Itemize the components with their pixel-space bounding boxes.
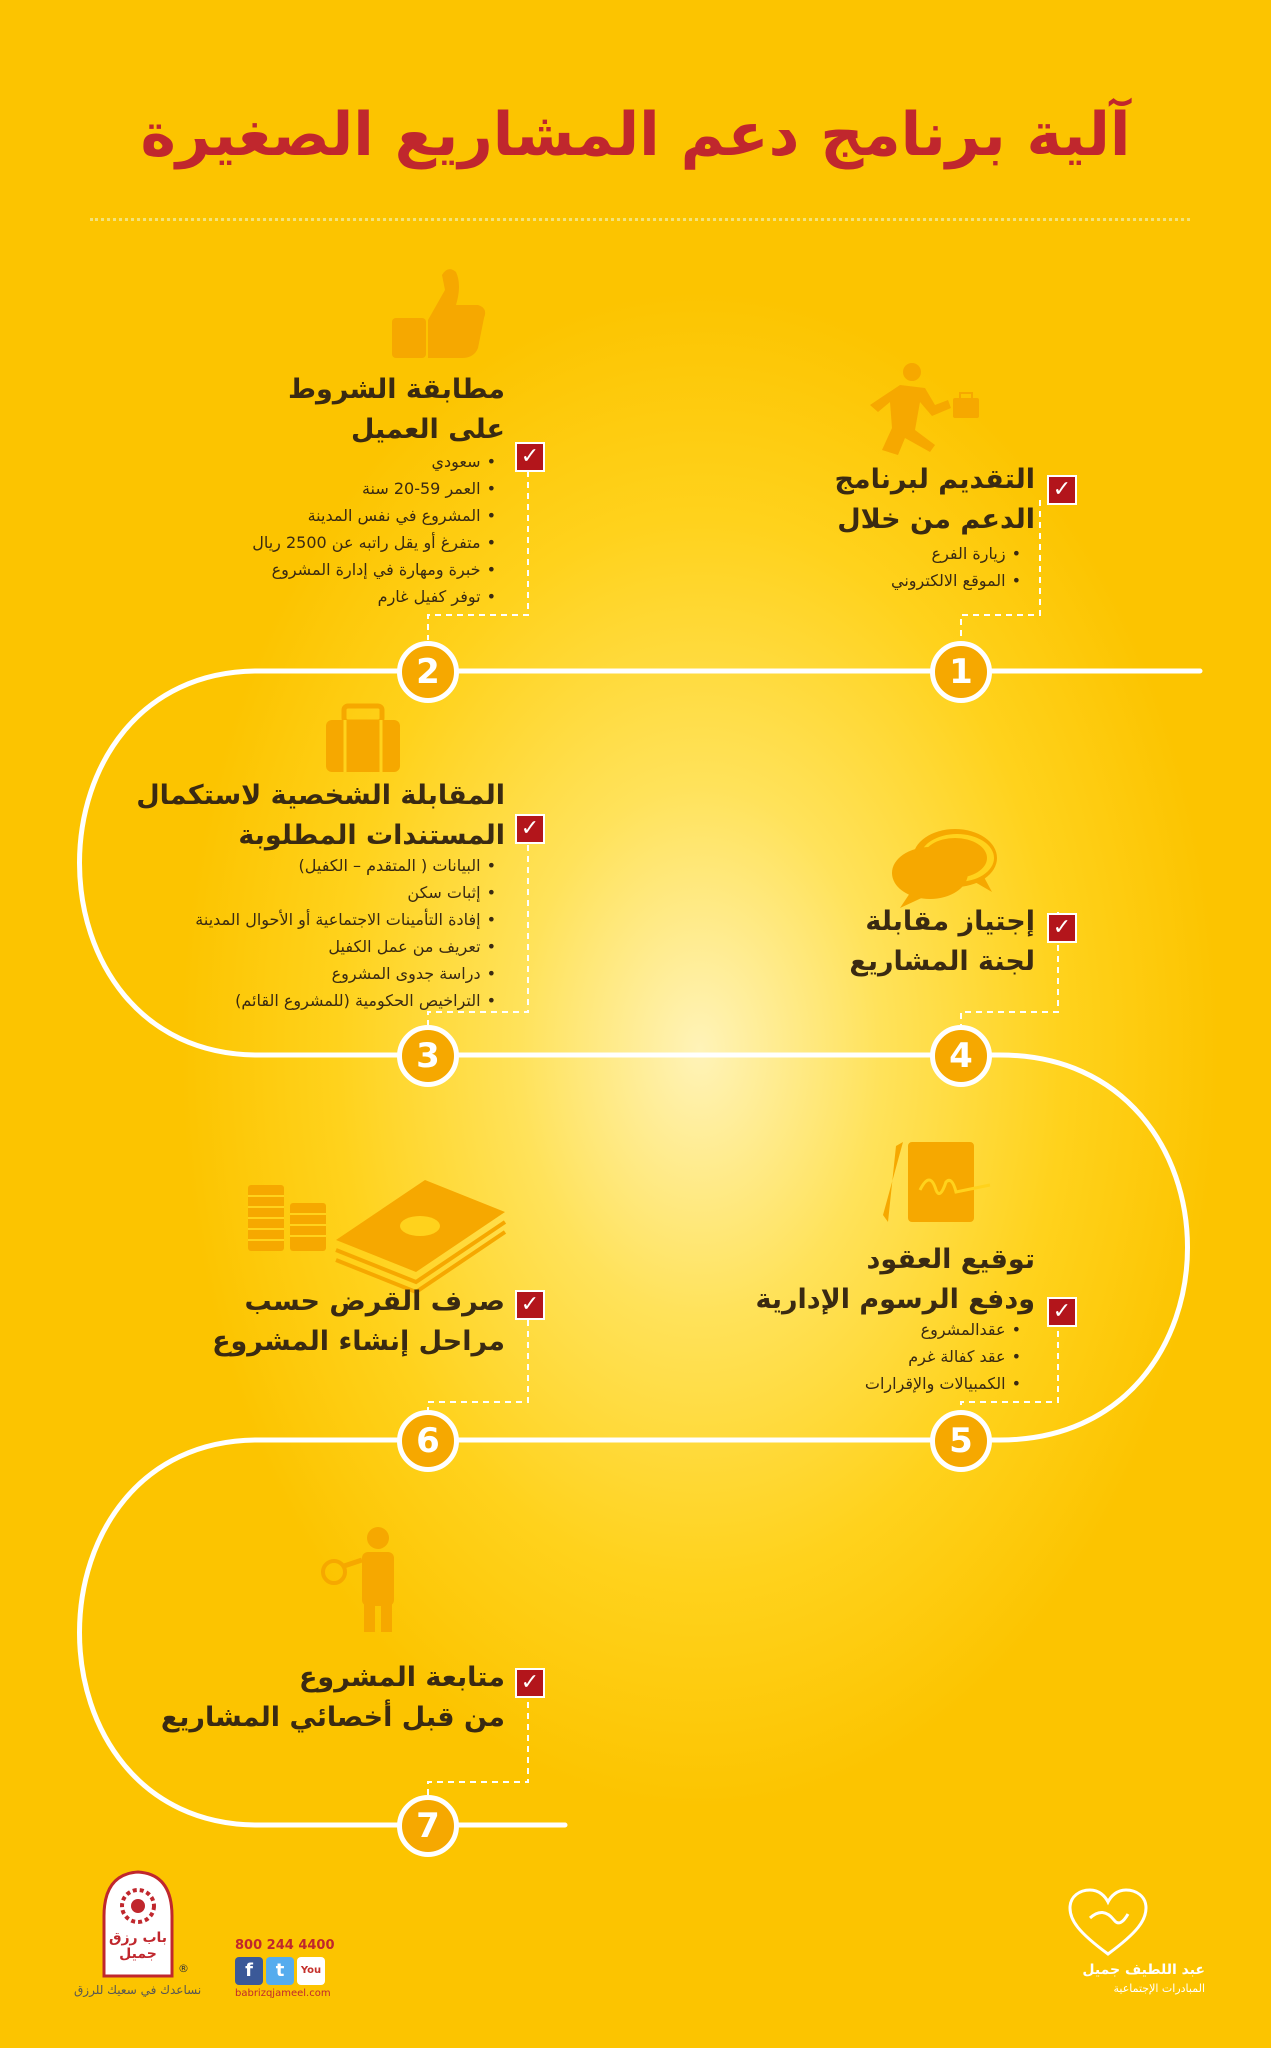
step-3-heading: المقابلة الشخصية لاستكمال المستندات المطلوبة <box>136 780 505 851</box>
list-item: • المشروع في نفس المدينة <box>252 502 496 529</box>
step-badge: 5 <box>930 1410 992 1472</box>
running-man-briefcase-icon <box>870 363 979 455</box>
list-item: • التراخيص الحكومية (للمشروع القائم) <box>195 987 496 1014</box>
step-1-heading: التقديم لبرنامج الدعم من خلال <box>834 464 1035 535</box>
step-badge: 2 <box>397 641 459 703</box>
list-item: • إفادة التأمينات الاجتماعية أو الأحوال المدينة <box>195 906 496 933</box>
list-item: • عقدالمشروع <box>865 1316 1021 1343</box>
heart-logo-icon <box>1068 1888 1148 1958</box>
step-5-heading: توقيع العقود ودفع الرسوم الإدارية <box>755 1244 1035 1315</box>
step-badge: 1 <box>930 641 992 703</box>
step-5-items <box>865 1316 1021 1397</box>
right-logo-subtitle: المبادرات الإجتماعية <box>1113 1982 1205 1995</box>
briefcase-icon <box>326 706 400 772</box>
step-4-heading: إجتياز مقابلة لجنة المشاريع <box>849 906 1035 977</box>
check-icon: ✓ <box>515 1290 545 1320</box>
list-item: • دراسة جدوى المشروع <box>195 960 496 987</box>
registered-mark: ® <box>178 1962 189 1975</box>
list-item: • إثبات سكن <box>195 879 496 906</box>
step-badge: 7 <box>397 1795 459 1857</box>
speech-bubbles-icon <box>892 829 997 908</box>
youtube-icon[interactable]: You <box>297 1957 325 1985</box>
list-item: • متفرغ أو يقل راتبه عن 2500 ريال <box>252 529 496 556</box>
tagline: نساعدك في سعيك للرزق <box>74 1983 202 1997</box>
right-logo-title: عبد اللطيف جميل <box>1082 1962 1205 1978</box>
phone-number: 800 244 4400 <box>235 1938 335 1953</box>
twitter-icon[interactable]: t <box>266 1957 294 1985</box>
check-icon: ✓ <box>1047 1297 1077 1327</box>
thumbs-up-icon <box>392 269 485 358</box>
list-item: • الموقع الالكتروني <box>891 567 1021 594</box>
check-icon: ✓ <box>515 814 545 844</box>
list-item: • تعريف من عمل الكفيل <box>195 933 496 960</box>
step-2-heading: مطابقة الشروط على العميل <box>288 374 505 445</box>
list-item: • توفر كفيل غارم <box>252 583 496 610</box>
list-item: • عقد كفالة غرم <box>865 1343 1021 1370</box>
list-item: • العمر 59-20 سنة <box>252 475 496 502</box>
check-icon: ✓ <box>515 1668 545 1698</box>
step-badge: 6 <box>397 1410 459 1472</box>
step-badge: 4 <box>930 1025 992 1087</box>
person-with-magnifier-icon <box>323 1527 394 1632</box>
coins-and-cash-icon <box>248 1180 505 1292</box>
signature-document-icon <box>883 1142 990 1222</box>
list-item: • خبرة ومهارة في إدارة المشروع <box>252 556 496 583</box>
page-title: آلية برنامج دعم المشاريع الصغيرة <box>140 100 1131 170</box>
step-6-heading: صرف القرض حسب مراحل إنشاء المشروع <box>212 1286 505 1357</box>
check-icon: ✓ <box>1047 913 1077 943</box>
list-item: • سعودي <box>252 448 496 475</box>
check-icon: ✓ <box>515 442 545 472</box>
website-link[interactable]: babrizqjameel.com <box>235 1988 331 1999</box>
check-icon: ✓ <box>1047 475 1077 505</box>
list-item: • الكمبيالات والإقرارات <box>865 1370 1021 1397</box>
logo-text: باب رزق جميل <box>108 1930 168 1962</box>
step-1-items <box>891 540 1021 594</box>
list-item: • زيارة الفرع <box>891 540 1021 567</box>
step-2-items <box>252 448 496 610</box>
step-3-items <box>195 852 496 1014</box>
step-badge: 3 <box>397 1025 459 1087</box>
bab-rizq-jameel-logo <box>98 1868 178 1978</box>
list-item: • البيانات ( المتقدم – الكفيل) <box>195 852 496 879</box>
step-7-heading: متابعة المشروع من قبل أخصائي المشاريع <box>160 1662 505 1733</box>
facebook-icon[interactable]: f <box>235 1957 263 1985</box>
